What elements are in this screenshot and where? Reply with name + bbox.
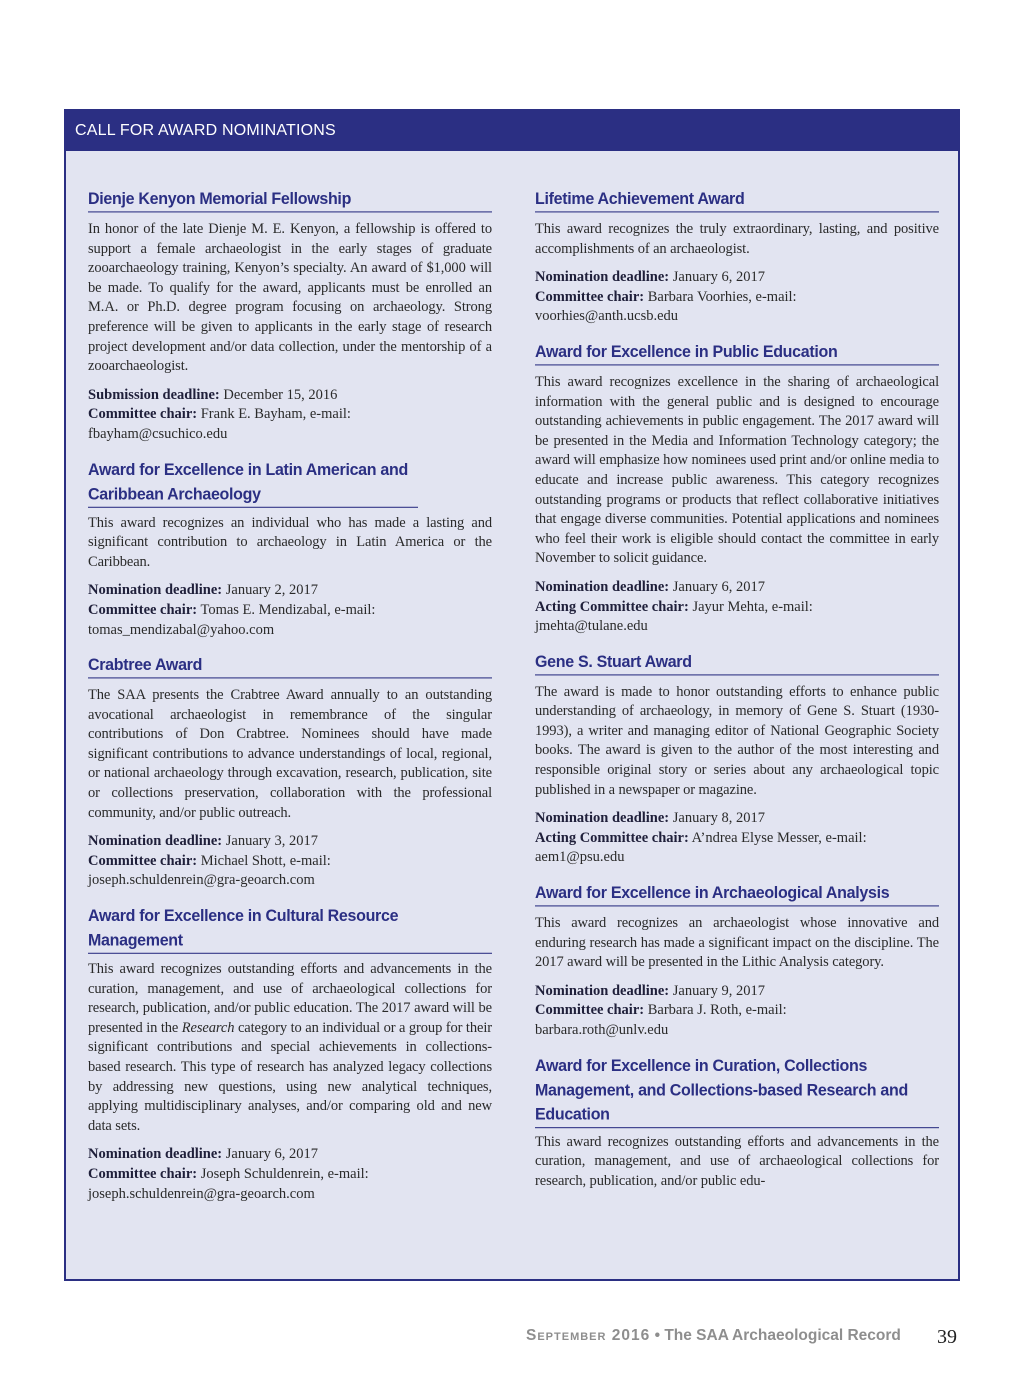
chair-line xyxy=(535,598,939,618)
award-description: In honor of the late Dienje M. E. Kenyon, a fellowship is offered to support a female archaeologist in the early stages of graduate zooarchaeology training, Kenyon’s specialty. An award of $1,000 will be made. To qualify for the award, applicants must be enrolled an M.A. or Ph.D. degree program focusing on archaeology. Strong preference will be given to applicants in the early stage of research project development and/or data collection, under the mentorship of a zooarchaeologist. xyxy=(88,221,492,375)
chair-label: Committee chair: xyxy=(88,1165,198,1182)
deadline-line xyxy=(88,581,492,601)
chair-label: Acting Committee chair: xyxy=(535,598,689,615)
page-footer xyxy=(526,1327,901,1345)
deadline-line xyxy=(88,1145,492,1165)
award-title: Crabtree Award xyxy=(88,653,492,678)
award-title: Award for Excellence in Public Education xyxy=(535,340,939,365)
deadline-value: January 2, 2017 xyxy=(225,582,318,599)
deadline-value: January 6, 2017 xyxy=(672,269,765,286)
chair-email: jmehta@tulane.edu xyxy=(535,618,648,635)
chair-line xyxy=(535,288,939,308)
chair-value: A’ndrea Elyse Messer, e-mail: xyxy=(691,829,867,846)
chair-label: Committee chair: xyxy=(88,601,198,618)
award-section xyxy=(88,653,492,891)
chair-label: Committee chair: xyxy=(535,288,645,305)
chair-email: aem1@psu.edu xyxy=(535,849,625,866)
award-section xyxy=(88,187,492,445)
chair-email: barbara.roth@unlv.edu xyxy=(535,1022,669,1038)
page-number: 39 xyxy=(937,1326,957,1348)
deadline-value: January 6, 2017 xyxy=(225,1146,318,1163)
award-description: The award is made to honor outstanding efforts to enhance public understanding of archaeology, in memory of Gene S. Stuart (1930-1993), a writer and managing editor of National Geographic Society books. The award is given to the author of the most interesting and responsible original story or series about any archaeological topic published in a newspaper or magazine. xyxy=(535,683,939,798)
chair-line xyxy=(88,601,492,621)
issue-month: September 2016 xyxy=(526,1327,651,1344)
deadline-value: December 15, 2016 xyxy=(223,386,338,403)
description-part: category to an individual or a group for their significant contributions and special achievements in collections-based research. This type of research has analyzed legacy collections by addressing new questions, using new analytical techniques, applying multidisciplinary analyses, and/or comparing old and new data sets. xyxy=(88,1019,492,1134)
chair-email: joseph.schuldenrein@gra-geoarch.com xyxy=(88,1185,315,1202)
chair-value: Michael Shott, e-mail: xyxy=(200,852,331,869)
award-section xyxy=(88,904,492,1204)
deadline-line xyxy=(88,386,492,406)
award-description xyxy=(88,960,492,1136)
deadline-value: January 9, 2017 xyxy=(672,982,765,999)
deadline-line xyxy=(535,982,939,1002)
award-section xyxy=(535,881,939,1041)
deadline-label: Nomination deadline: xyxy=(535,810,670,827)
chair-value: Barbara J. Roth, e-mail: xyxy=(647,1002,787,1019)
award-section xyxy=(88,458,492,641)
description-italic: Research xyxy=(181,1019,235,1036)
award-section xyxy=(535,650,939,868)
deadline-label: Nomination deadline: xyxy=(535,982,670,999)
award-title: Award for Excellence in Cultural Resource Management xyxy=(88,904,492,954)
award-description: This award recognizes outstanding efforts and advancements in the curation, management, and use of archaeological collections for research, publication, and/or public edu- xyxy=(535,1133,939,1189)
chair-value: Barbara Voorhies, e-mail: xyxy=(647,288,797,305)
award-title: Award for Excellence in Archaeological Analysis xyxy=(535,881,939,906)
deadline-label: Submission deadline: xyxy=(88,386,220,403)
deadline-label: Nomination deadline: xyxy=(88,582,223,599)
award-title: Award for Excellence in Latin American and Caribbean Archaeology xyxy=(88,458,418,508)
award-title: Gene S. Stuart Award xyxy=(535,650,939,675)
footer-bullet: • xyxy=(654,1327,660,1344)
chair-line xyxy=(88,405,492,425)
chair-email: fbayham@csuchico.edu xyxy=(88,425,228,442)
chair-line xyxy=(88,1165,492,1185)
deadline-value: January 3, 2017 xyxy=(225,833,318,850)
award-description: This award recognizes an archaeologist whose innovative and enduring research has made a significant impact on the discipline. The 2017 award will be presented in the Lithic Analysis category. xyxy=(535,915,939,971)
chair-email: joseph.schuldenrein@gra-geoarch.com xyxy=(88,872,315,889)
deadline-line xyxy=(535,809,939,829)
chair-label: Committee chair: xyxy=(88,852,198,869)
description-part: This award recognizes outstanding efforts and advancements in the curation, management, and use of archaeological collections for research, publication, and/or public education. The 2017 award will be presented in the xyxy=(88,961,492,1036)
award-title: Award for Excellence in Curation, Collections Management, and Collections-based Research and Education xyxy=(535,1054,939,1128)
publication-name: The SAA Archaeological Record xyxy=(664,1327,901,1344)
deadline-line xyxy=(535,578,939,598)
chair-label: Committee chair: xyxy=(535,1002,645,1019)
section-banner: CALL FOR AWARD NOMINATIONS xyxy=(66,111,958,151)
chair-email: voorhies@anth.ucsb.edu xyxy=(535,308,679,325)
award-section xyxy=(535,340,939,637)
chair-label: Committee chair: xyxy=(88,406,198,423)
award-section xyxy=(535,187,939,327)
chair-line xyxy=(88,852,492,872)
award-nominations-panel xyxy=(64,109,960,1281)
award-description: This award recognizes the truly extraordinary, lasting, and positive accomplishments of an archaeologist. xyxy=(535,221,939,257)
chair-value: Joseph Schuldenrein, e-mail: xyxy=(200,1165,369,1182)
award-description: The SAA presents the Crabtree Award annually to an outstanding avocational archaeologist in remembrance of the singular contributions of Don Crabtree. Nominees should have made significant contributions to advance understandings of local, regional, or national archaeology through excavation, research, publication, site or collections preservation, collaboration with the professional community, and/or public outreach. xyxy=(88,687,492,821)
deadline-label: Nomination deadline: xyxy=(535,578,670,595)
deadline-label: Nomination deadline: xyxy=(88,1146,223,1163)
deadline-line xyxy=(535,268,939,288)
award-description: This award recognizes an individual who has made a lasting and significant contribution to archaeology in Latin America or the Caribbean. xyxy=(88,514,492,570)
award-title: Lifetime Achievement Award xyxy=(535,187,939,212)
award-description: This award recognizes excellence in the sharing of archaeological information with the general public and is designed to encourage outstanding achievements in public engagement. The 2017 award will be presented in the Media and Information Technology category; the award will emphasize how nominees used print and/or online media to educate and increase public awareness. This category recognizes outstanding programs or products that reflect collaborative initiatives that engage diverse communities. Potential applications and nominees who feel their work is eligible should contact the committee in early November to solicit guidance. xyxy=(535,373,939,567)
award-title: Dienje Kenyon Memorial Fellowship xyxy=(88,187,492,212)
chair-value: Tomas E. Mendizabal, e-mail: xyxy=(200,601,376,618)
deadline-label: Nomination deadline: xyxy=(535,269,670,286)
chair-email: tomas_mendizabal@yahoo.com xyxy=(88,621,275,638)
chair-label: Acting Committee chair: xyxy=(535,829,689,846)
chair-line xyxy=(535,1001,939,1021)
chair-value: Jayur Mehta, e-mail: xyxy=(692,598,813,615)
chair-line xyxy=(535,829,939,849)
deadline-value: January 6, 2017 xyxy=(672,578,765,595)
award-section xyxy=(535,1054,939,1192)
right-column xyxy=(535,187,939,1204)
deadline-label: Nomination deadline: xyxy=(88,833,223,850)
deadline-value: January 8, 2017 xyxy=(672,810,765,827)
left-column xyxy=(88,187,492,1217)
deadline-line xyxy=(88,832,492,852)
chair-value: Frank E. Bayham, e-mail: xyxy=(200,406,351,423)
